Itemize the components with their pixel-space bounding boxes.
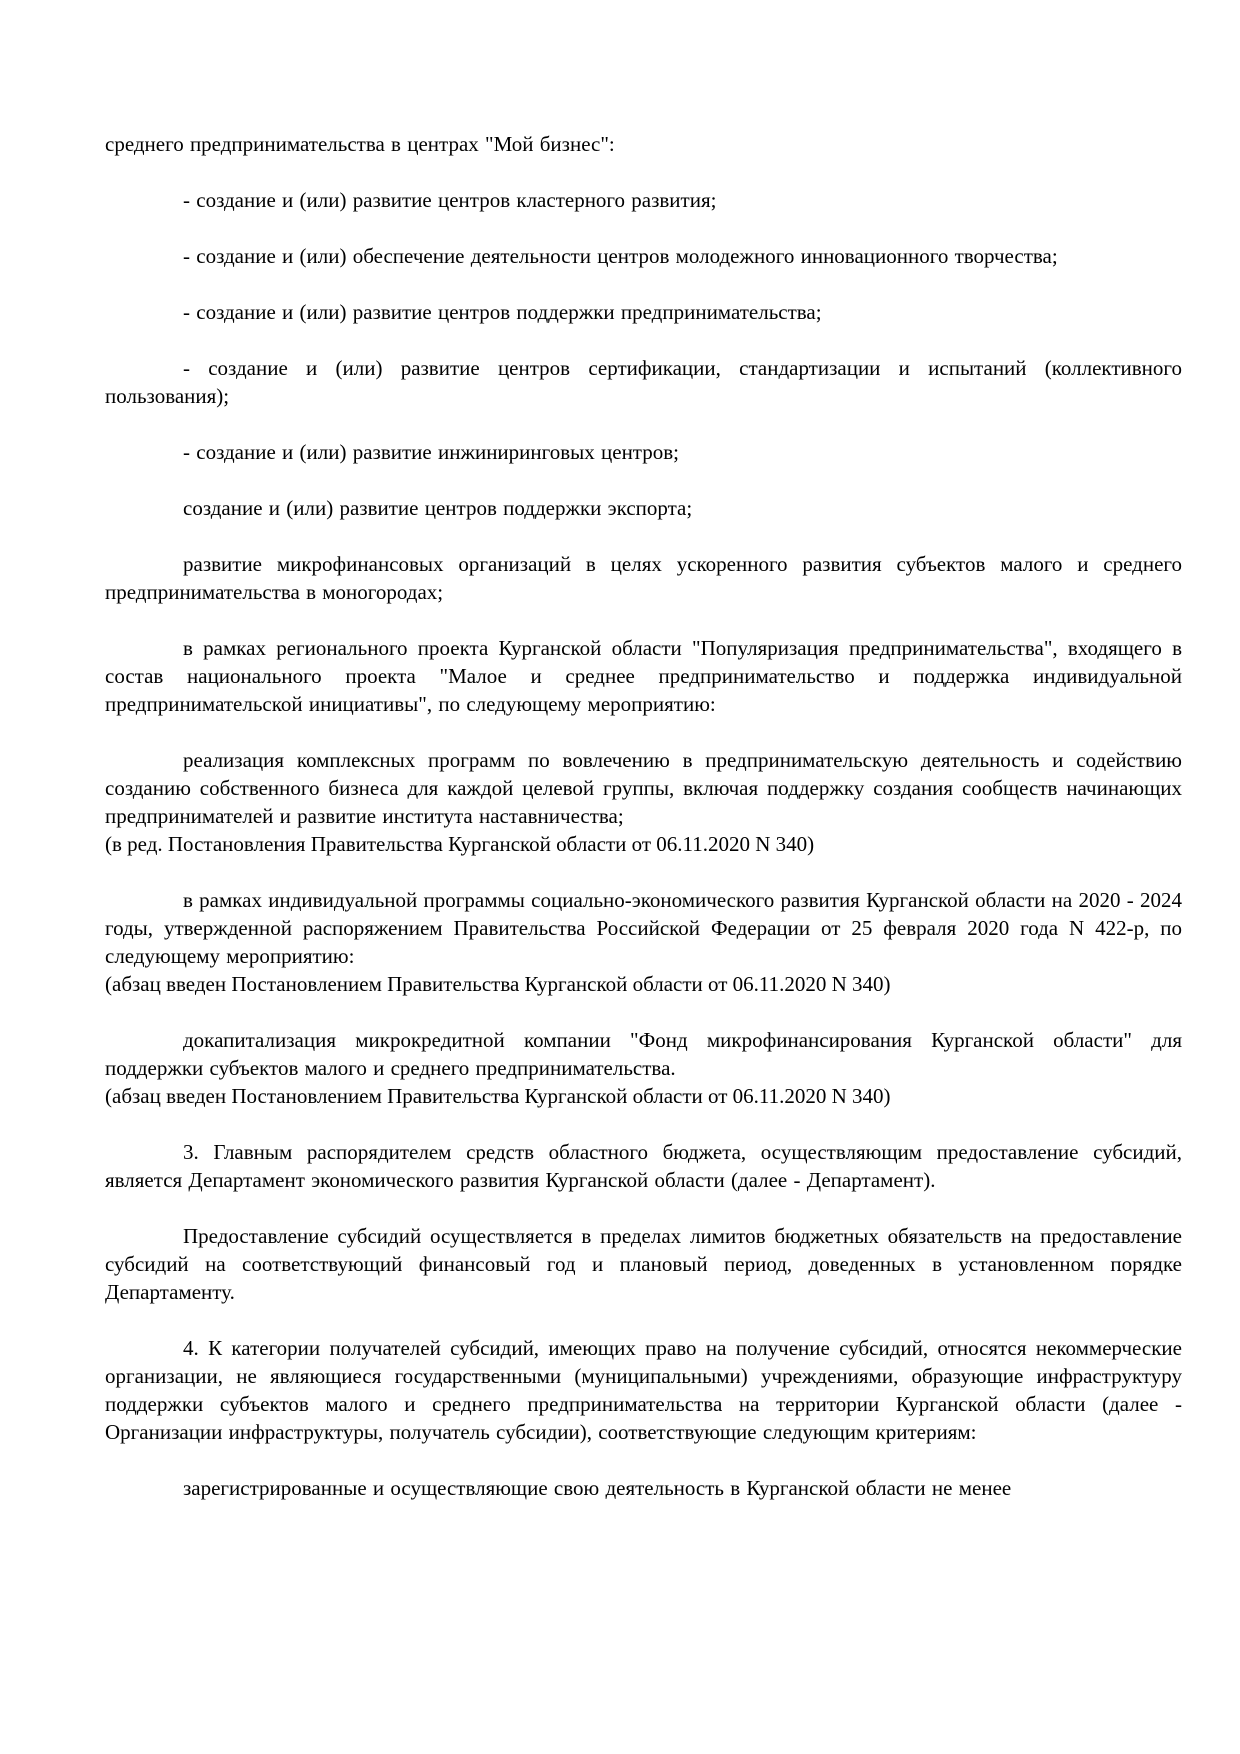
paragraph-block	[105, 1138, 1182, 1194]
paragraph: - создание и (или) развитие инжиниринговых центров;	[183, 440, 679, 464]
amendment-note: (абзац введен Постановлением Правительства Курганской области от 06.11.2020 N 340)	[105, 1084, 891, 1108]
paragraph: зарегистрированные и осуществляющие свою деятельность в Курганской области не менее	[183, 1476, 1012, 1500]
paragraph: в рамках индивидуальной программы социально-экономического развития Курганской области на 2020 - 2024 годы, утвержденной распоряжением Правительства Российской Федерации от 25 февраля 2020 года N 422-р, по следующему мероприятию:	[105, 888, 1182, 968]
paragraph: реализация комплексных программ по вовлечению в предпринимательскую деятельность и содействию созданию собственного бизнеса для каждой целевой группы, включая поддержку создания сообществ начинающих предпринимателей и развитие института наставничества;	[105, 748, 1182, 828]
paragraph-block	[105, 1026, 1182, 1110]
paragraph-block	[105, 354, 1182, 410]
paragraph-block	[105, 634, 1182, 718]
paragraph-block	[105, 438, 1182, 466]
paragraph-block	[105, 298, 1182, 326]
paragraph-block	[105, 186, 1182, 214]
paragraph: докапитализация микрокредитной компании "Фонд микрофинансирования Курганской области" для поддержки субъектов малого и среднего предпринимательства.	[105, 1028, 1182, 1080]
paragraph-block	[105, 242, 1182, 270]
paragraph-block	[105, 494, 1182, 522]
paragraph: 3. Главным распорядителем средств областного бюджета, осуществляющим предоставление субсидий, является Департамент экономического развития Курганской области (далее - Департамент).	[105, 1140, 1182, 1192]
paragraph: в рамках регионального проекта Курганской области "Популяризация предпринимательства", входящего в состав национального проекта "Малое и среднее предпринимательство и поддержка индивидуальной предпринимательской инициативы", по следующему мероприятию:	[105, 636, 1182, 716]
paragraph-block	[105, 550, 1182, 606]
paragraph: развитие микрофинансовых организаций в целях ускоренного развития субъектов малого и среднего предпринимательства в моногородах;	[105, 552, 1182, 604]
paragraph: - создание и (или) развитие центров кластерного развития;	[183, 188, 717, 212]
paragraph: - создание и (или) обеспечение деятельности центров молодежного инновационного творчества;	[183, 244, 1058, 268]
paragraph-block	[105, 746, 1182, 858]
amendment-note: (в ред. Постановления Правительства Курганской области от 06.11.2020 N 340)	[105, 832, 815, 856]
paragraph-block	[105, 1474, 1182, 1502]
paragraph: создание и (или) развитие центров поддержки экспорта;	[183, 496, 693, 520]
paragraph-block	[105, 1334, 1182, 1446]
paragraph: - создание и (или) развитие центров поддержки предпринимательства;	[183, 300, 822, 324]
paragraph: - создание и (или) развитие центров сертификации, стандартизации и испытаний (коллективного пользования);	[105, 356, 1182, 408]
paragraph: 4. К категории получателей субсидий, имеющих право на получение субсидий, относятся некоммерческие организации, не являющиеся государственными (муниципальными) учреждениями, образующие инфраструктуру поддержки субъектов малого и среднего предпринимательства на территории Курганской области (далее - Организации инфраструктуры, получатель субсидии), соответствующие следующим критериям:	[105, 1336, 1182, 1444]
paragraph: Предоставление субсидий осуществляется в пределах лимитов бюджетных обязательств на предоставление субсидий на соответствующий финансовый год и плановый период, доведенных в установленном порядке Департаменту.	[105, 1224, 1182, 1304]
paragraph-block	[105, 1222, 1182, 1306]
amendment-note: (абзац введен Постановлением Правительства Курганской области от 06.11.2020 N 340)	[105, 972, 891, 996]
paragraph-block	[105, 130, 1182, 158]
paragraph: среднего предпринимательства в центрах "Мой бизнес":	[105, 132, 615, 156]
paragraph-block	[105, 886, 1182, 998]
